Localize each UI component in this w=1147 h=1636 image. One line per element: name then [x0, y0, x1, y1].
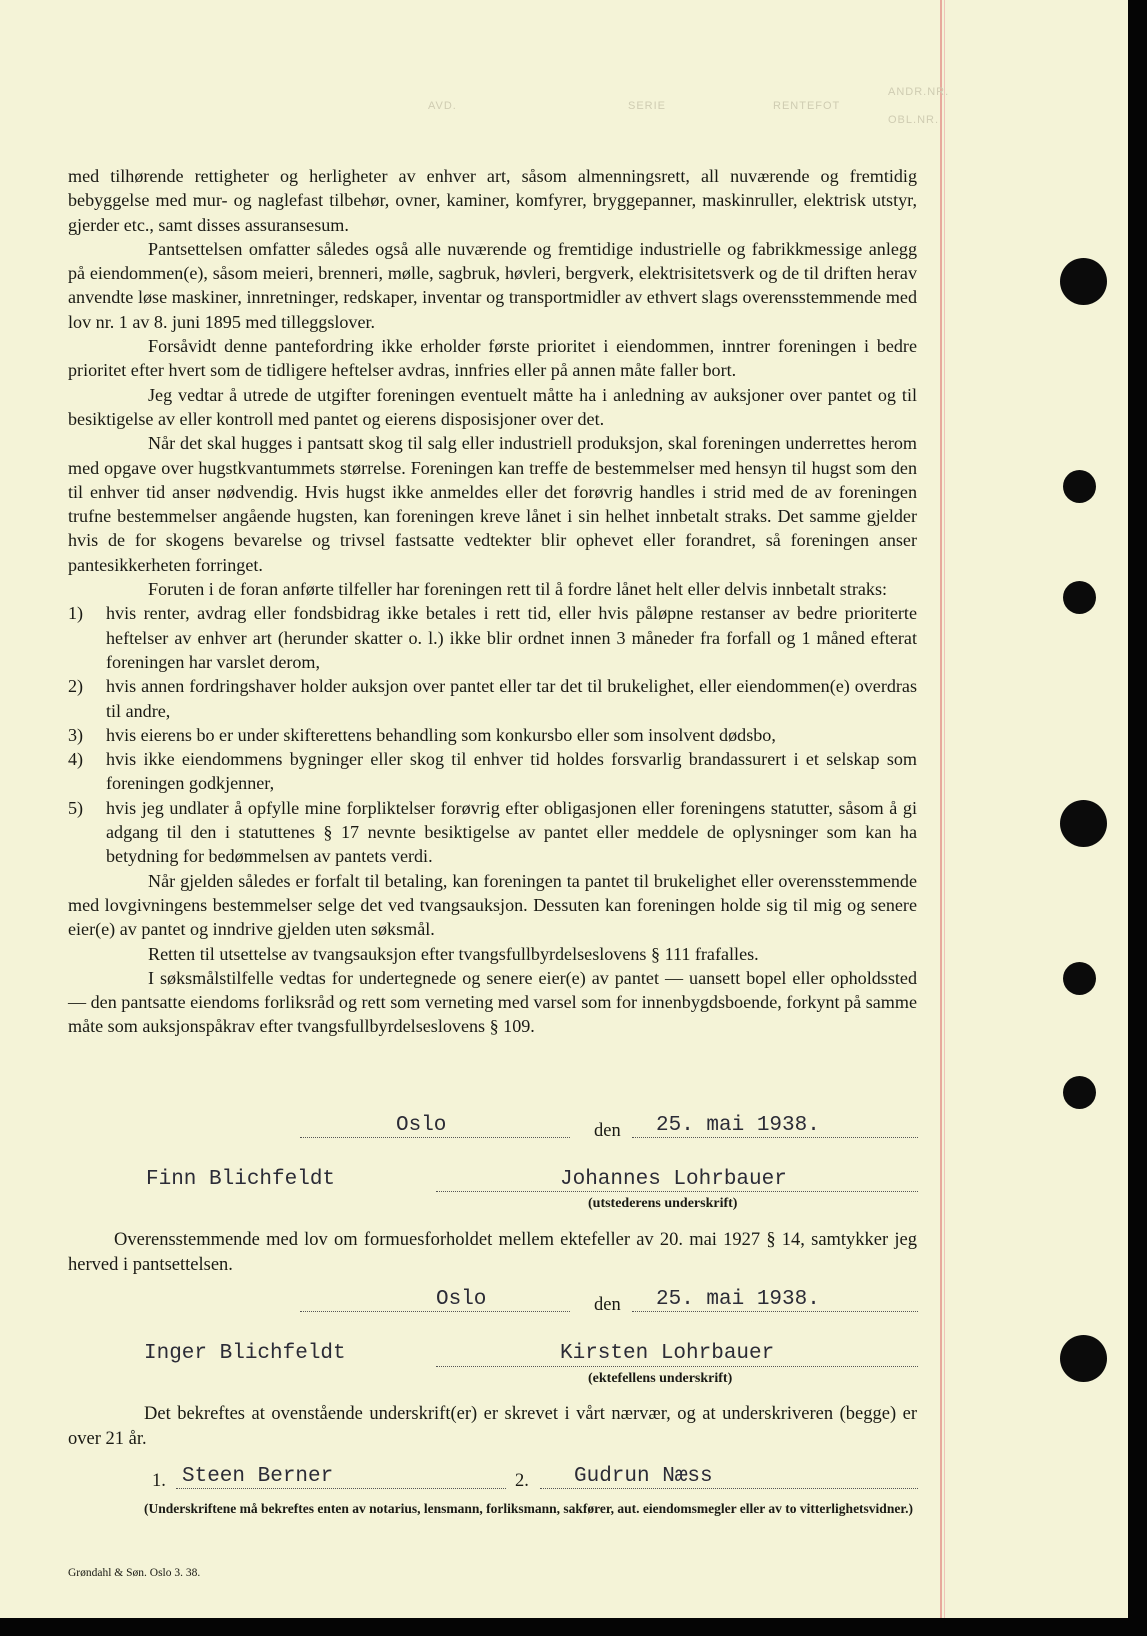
- faint-header-label: ANDR.NR.: [888, 86, 950, 98]
- list-number: 2): [68, 676, 84, 697]
- list-number: 5): [68, 797, 84, 818]
- list-text: hvis jeg undlater å opfylle mine forpliktelser forøvrig efter obligasjonen eller foreningens statutter, såsom å gi adgang til den i statuttenes § 17 nevnte besiktigelse av pantet eller meddele de oplysninger som kan ha betydning for bedømmelsen av pantets verdi.: [106, 797, 917, 867]
- scan-border: [0, 1618, 1147, 1636]
- witness-name: Inger Blichfeldt: [144, 1342, 346, 1365]
- dotted-line: [540, 1488, 918, 1489]
- dotted-line: [176, 1488, 506, 1489]
- date-field: 25. mai 1938.: [656, 1288, 820, 1311]
- list-text: hvis ikke eiendommens bygninger eller skog til enhver tid holdes forsvarlig brandassurert i et selskap som foreningen godkjenner,: [106, 749, 917, 794]
- paragraph: Pantsettelsen omfatter således også alle nuværende og fremtidige industrielle og fabrikkmessige anlegg på eiendommen(e), såsom meieri, brenneri, mølle, sagbruk, høvleri, bergverk, elektrisitetsverk og de til driften herav anvendte løse maskiner, innretninger, redskaper, inventar og transportmidler av ethvert slags overensstemmende med lov nr. 1 av 8. juni 1895 med tilleggslover.: [68, 238, 917, 332]
- place-field: Oslo: [396, 1114, 447, 1137]
- witness-name: Gudrun Næss: [574, 1465, 713, 1488]
- witness-number: 2.: [515, 1471, 529, 1491]
- dotted-line: [300, 1137, 570, 1138]
- paragraph: med tilhørende rettigheter og herligheter av enhver art, såsom almenningsrett, all nuværende og fremtidig bebyggelse med mur- og naglefast tilbehør, ovner, kaminer, komfyrer, bryggepanner, maskinruller, elektrisk utstyr, gjerder etc., samt disses assuransesum.: [68, 166, 917, 235]
- list-item: [68, 747, 917, 796]
- printer-imprint: Grøndahl & Søn. Oslo 3. 38.: [68, 1567, 201, 1579]
- witness-number: 1.: [152, 1471, 166, 1491]
- date-prefix: den: [594, 1121, 621, 1141]
- faint-header-label: AVD.: [428, 100, 457, 112]
- signature-caption: (utstederens underskrift): [588, 1196, 738, 1211]
- list-number: 1): [68, 603, 84, 624]
- paragraph: Når det skal hugges i pantsatt skog til salg eller industriell produksjon, skal foreningen underrettes herom med opgave over hugstkvantummets størrelse. Foreningen kan treffe de bestemmelser med hensyn til hugst som den til enhver tid anser nødvendig. Hvis hugst ikke anmeldes eller det forøvrig handles i strid med de av foreningen trufne bestemmelser angående hugsten, kan foreningen kreve lånet i sin helhet innbetalt straks. Det samme gjelder hvis de for skogens bevarelse og trivsel fastsatte vedtekter blir ophevet eller forandret, så foreningen anser pantesikkerheten forringet.: [68, 433, 917, 575]
- signer-name: Johannes Lohrbauer: [560, 1168, 787, 1191]
- punch-hole: [1060, 1335, 1107, 1382]
- list-number: 4): [68, 749, 84, 770]
- punch-hole: [1060, 800, 1107, 847]
- paragraph: Forsåvidt denne pantefordring ikke erholder første prioritet i eiendommen, inntrer foreningen i bedre prioritet efter hvert som de tidligere heftelser avdras, innfries eller på annen måte faller bort.: [68, 336, 917, 381]
- dotted-line: [436, 1366, 918, 1367]
- punch-hole: [1060, 258, 1107, 305]
- place-field: Oslo: [436, 1288, 487, 1311]
- list-item: [68, 601, 917, 674]
- paragraph: Jeg vedtar å utrede de utgifter foreningen eventuelt måtte ha i anledning av auksjoner over pantet og til besiktigelse av eller kontroll med pantet og eierens disposisjoner over det.: [68, 384, 917, 429]
- signature-caption: (ektefellens underskrift): [588, 1371, 733, 1386]
- margin-line: [940, 0, 942, 1636]
- faint-header-label: SERIE: [628, 100, 667, 112]
- faint-header-label: RENTEFOT: [773, 100, 841, 112]
- dotted-line: [632, 1137, 918, 1138]
- consent-text: Overensstemmende med lov om formuesforholdet mellem ektefeller av 20. mai 1927 § 14, samtykker jeg herved i pantsettelsen.: [68, 1230, 917, 1275]
- paragraph: I søksmålstilfelle vedtas for undertegnede og senere eier(e) av pantet — uansett bopel eller opholdssted — den pantsatte eiendoms forliksråd og rett som verneting med varsel som for innenbygdsboende, forkynt på samme måte som auksjonspåkrav efter tvangsfullbyrdelseslovens § 109.: [68, 967, 917, 1037]
- paragraph: Retten til utsettelse av tvangsauksjon efter tvangsfullbyrdelseslovens § 111 frafalles.: [148, 943, 759, 964]
- faint-header-label: OBL.NR.: [888, 114, 940, 126]
- attestation-text: Det bekreftes at ovenstående underskrift(er) er skrevet i vårt nærvær, og at underskriveren (begge) er over 21 år.: [68, 1404, 917, 1449]
- paragraph: Når gjelden således er forfalt til betaling, kan foreningen ta pantet til brukelighet eller overensstemmende med lovgivningens bestemmelser selge det ved tvangsauksjon. Dessuten kan foreningen holde sig til mig og senere eier(e) av pantet og inndrive gjelden uten søksmål.: [68, 870, 917, 940]
- margin-line: [944, 0, 945, 1636]
- signer-name: Kirsten Lohrbauer: [560, 1342, 775, 1365]
- date-prefix: den: [594, 1295, 621, 1315]
- list-item: [68, 796, 917, 869]
- list-item: [68, 674, 917, 723]
- dotted-line: [632, 1311, 918, 1312]
- date-field: 25. mai 1938.: [656, 1114, 820, 1137]
- witness-name: Finn Blichfeldt: [146, 1168, 336, 1191]
- list-text: hvis renter, avdrag eller fondsbidrag ikke betales i rett tid, eller hvis påløpne restanser av bedre prioriterte heftelser av enhver art (herunder skatter o. l.) ikke blir ordnet innen 3 måneder fra forfall og 1 måned efterat foreningen har varslet derom,: [106, 603, 917, 672]
- body-text: [68, 164, 917, 1039]
- scan-border: [1128, 0, 1147, 1636]
- paragraph: Foruten i de foran anførte tilfeller har foreningen rett til å fordre lånet helt eller delvis innbetalt straks:: [148, 579, 888, 600]
- list-number: 3): [68, 724, 84, 745]
- list-item: [68, 723, 917, 747]
- punch-hole: [1063, 962, 1096, 995]
- punch-hole: [1063, 470, 1096, 503]
- punch-hole: [1063, 1076, 1096, 1109]
- punch-hole: [1063, 581, 1096, 614]
- list-text: hvis annen fordringshaver holder auksjon over pantet eller tar det til brukelighet, eller eiendommen(e) overdras til andre,: [106, 676, 917, 721]
- witness-note: (Underskriftene må bekreftes enten av notarius, lensmann, forliksmann, sakfører, aut. eiendomsmegler eller av to vitterlighetsvidner.): [144, 1501, 913, 1516]
- dotted-line: [436, 1191, 918, 1192]
- list-text: hvis eierens bo er under skifterettens behandling som konkursbo eller som insolvent dødsbo,: [106, 724, 776, 745]
- witness-name: Steen Berner: [182, 1465, 334, 1488]
- dotted-line: [300, 1311, 570, 1312]
